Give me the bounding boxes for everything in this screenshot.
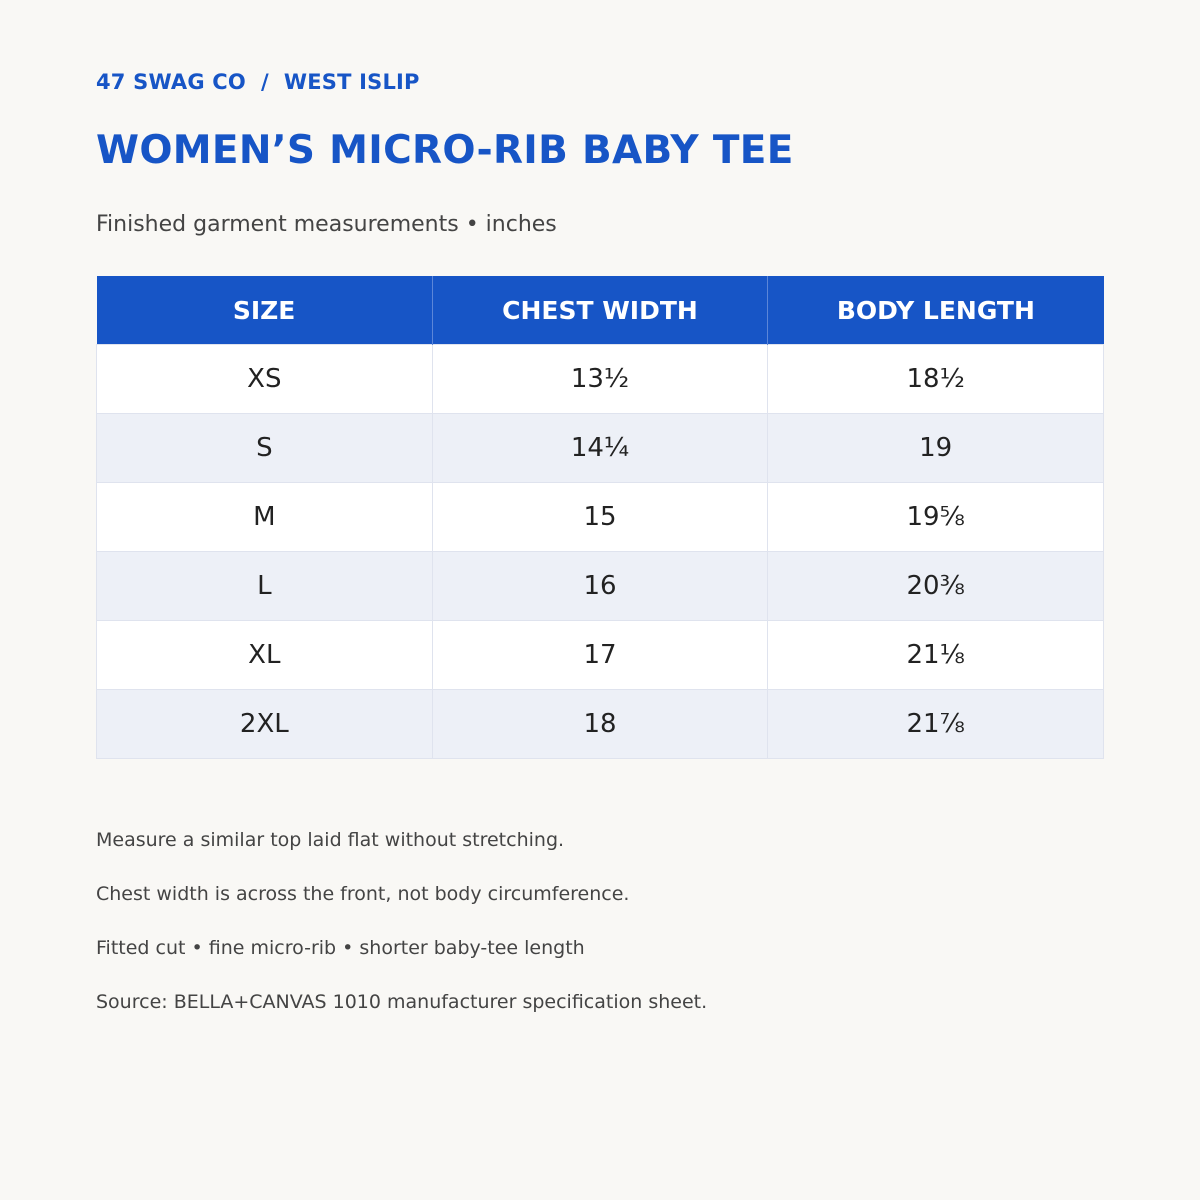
chest-width-cell: 14¼ — [432, 414, 768, 483]
table-row — [97, 414, 1104, 483]
table-row — [97, 483, 1104, 552]
size-cell: XS — [97, 345, 433, 414]
table-row — [97, 690, 1104, 759]
chest-width-cell: 16 — [432, 552, 768, 621]
table-row — [97, 621, 1104, 690]
size-cell: 2XL — [97, 690, 433, 759]
body-length-cell: 19 — [768, 414, 1104, 483]
chest-width-cell: 17 — [432, 621, 768, 690]
column-header-size: SIZE — [97, 276, 433, 345]
chest-width-cell: 18 — [432, 690, 768, 759]
size-cell: XL — [97, 621, 433, 690]
body-length-cell: 20⅜ — [768, 552, 1104, 621]
measurement-notes — [96, 826, 707, 1042]
note-source: Source: BELLA+CANVAS 1010 manufacturer specification sheet. — [96, 991, 708, 1013]
page-subtitle: Finished garment measurements • inches — [96, 212, 557, 237]
body-length-cell: 19⅝ — [768, 483, 1104, 552]
note-fit-details: Fitted cut • fine micro-rib • shorter baby-tee length — [96, 937, 585, 959]
column-header-body-length: BODY LENGTH — [768, 276, 1104, 345]
table-row — [97, 552, 1104, 621]
note-measure-flat: Measure a similar top laid flat without stretching. — [96, 829, 565, 851]
table-header-row — [97, 276, 1104, 345]
chest-width-cell: 13½ — [432, 345, 768, 414]
size-cell: L — [97, 552, 433, 621]
body-length-cell: 18½ — [768, 345, 1104, 414]
body-length-cell: 21⅞ — [768, 690, 1104, 759]
body-length-cell: 21⅛ — [768, 621, 1104, 690]
size-cell: M — [97, 483, 433, 552]
note-chest-width: Chest width is across the front, not body circumference. — [96, 883, 630, 905]
page-title: WOMEN’S MICRO-RIB BABY TEE — [96, 128, 794, 173]
chest-width-cell: 15 — [432, 483, 768, 552]
size-chart-table — [96, 276, 1104, 759]
table-row — [97, 345, 1104, 414]
brand-breadcrumb: 47 SWAG CO / WEST ISLIP — [96, 70, 420, 94]
column-header-chest-width: CHEST WIDTH — [432, 276, 768, 345]
size-cell: S — [97, 414, 433, 483]
